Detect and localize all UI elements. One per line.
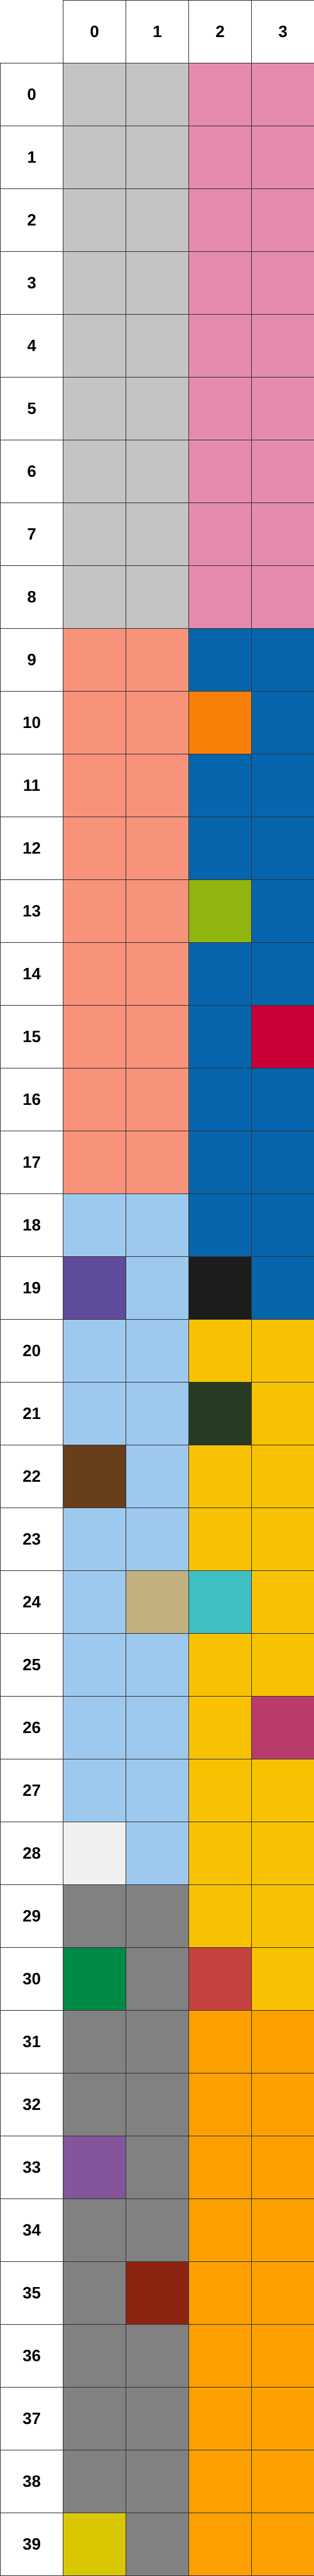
grid-cell: [126, 1006, 189, 1068]
grid-row: [1, 2136, 314, 2199]
grid-cell: [252, 2262, 314, 2325]
grid-cell: [63, 1697, 126, 1759]
grid-cell: [63, 754, 126, 817]
grid-cell: [63, 2513, 126, 2576]
row-header: 20: [1, 1320, 63, 1383]
grid-cell: [189, 692, 252, 754]
grid-cell: [189, 1445, 252, 1508]
grid-cell: [252, 315, 314, 378]
grid-cell: [189, 1320, 252, 1383]
grid-cell: [189, 126, 252, 189]
grid-cell: [63, 1131, 126, 1194]
grid-row: [1, 1320, 314, 1383]
grid-cell: [63, 566, 126, 629]
grid-cell: [126, 1194, 189, 1257]
grid-cell: [252, 566, 314, 629]
grid-cell: [63, 880, 126, 943]
grid-row: [1, 1006, 314, 1068]
grid-row: [1, 2325, 314, 2388]
grid-cell: [63, 63, 126, 126]
row-header: 1: [1, 126, 63, 189]
grid-cell: [189, 2136, 252, 2199]
grid-row: [1, 1508, 314, 1571]
grid-row: [1, 1759, 314, 1822]
grid-cell: [252, 2073, 314, 2136]
grid-row: [1, 2199, 314, 2262]
grid-cell: [252, 1571, 314, 1634]
grid-cell: [252, 1194, 314, 1257]
grid-cell: [252, 126, 314, 189]
row-header: 37: [1, 2388, 63, 2450]
grid-cell: [126, 817, 189, 880]
grid-cell: [126, 503, 189, 566]
grid-cell: [126, 2325, 189, 2388]
grid-cell: [63, 2325, 126, 2388]
grid-cell: [252, 1257, 314, 1320]
grid-cell: [252, 1383, 314, 1445]
grid-row: [1, 1822, 314, 1885]
grid-cell: [189, 2325, 252, 2388]
row-header: 13: [1, 880, 63, 943]
grid-row: [1, 2450, 314, 2513]
row-header: 22: [1, 1445, 63, 1508]
grid-cell: [126, 1257, 189, 1320]
grid-cell: [252, 2136, 314, 2199]
grid-row: [1, 1131, 314, 1194]
grid-cell: [63, 2450, 126, 2513]
grid-cell: [126, 1571, 189, 1634]
grid-cell: [126, 126, 189, 189]
grid-cell: [63, 1822, 126, 1885]
grid-row: [1, 2513, 314, 2576]
row-header: 7: [1, 503, 63, 566]
grid-cell: [189, 378, 252, 440]
grid-cell: [252, 1508, 314, 1571]
grid-cell: [252, 1948, 314, 2011]
row-header: 39: [1, 2513, 63, 2576]
grid-cell: [126, 2011, 189, 2073]
grid-cell: [63, 440, 126, 503]
grid-cell: [189, 2073, 252, 2136]
row-header: 15: [1, 1006, 63, 1068]
grid-cell: [252, 2199, 314, 2262]
row-header: 32: [1, 2073, 63, 2136]
grid-cell: [189, 943, 252, 1006]
grid-cell: [189, 1885, 252, 1948]
grid-cell: [126, 2073, 189, 2136]
row-header: 5: [1, 378, 63, 440]
grid-cell: [63, 692, 126, 754]
grid-cell: [252, 1885, 314, 1948]
grid-cell: [252, 1634, 314, 1697]
row-header: 8: [1, 566, 63, 629]
grid-cell: [126, 315, 189, 378]
grid-cell: [63, 1006, 126, 1068]
grid-cell: [189, 566, 252, 629]
grid-cell: [63, 1948, 126, 2011]
grid-cell: [189, 754, 252, 817]
grid-row: [1, 315, 314, 378]
grid-cell: [189, 2450, 252, 2513]
grid-cell: [126, 880, 189, 943]
grid-cell: [189, 1006, 252, 1068]
grid-cell: [252, 880, 314, 943]
grid-row: [1, 503, 314, 566]
grid-cell: [189, 1257, 252, 1320]
grid-row: [1, 1697, 314, 1759]
grid-cell: [126, 1885, 189, 1948]
grid-cell: [252, 2011, 314, 2073]
grid-row: [1, 2011, 314, 2073]
grid-cell: [63, 1759, 126, 1822]
grid-cell: [63, 315, 126, 378]
grid-cell: [126, 378, 189, 440]
grid-cell: [126, 2450, 189, 2513]
grid-cell: [189, 817, 252, 880]
grid-cell: [189, 2011, 252, 2073]
grid-row: [1, 1194, 314, 1257]
grid-row: [1, 1571, 314, 1634]
grid-cell: [252, 1006, 314, 1068]
row-header: 26: [1, 1697, 63, 1759]
row-header: 21: [1, 1383, 63, 1445]
grid-cell: [126, 2262, 189, 2325]
row-header: 28: [1, 1822, 63, 1885]
grid-cell: [252, 440, 314, 503]
row-header: 11: [1, 754, 63, 817]
row-header: 0: [1, 63, 63, 126]
grid-cell: [63, 126, 126, 189]
grid-cell: [252, 692, 314, 754]
grid-row: [1, 1068, 314, 1131]
grid-row: [1, 440, 314, 503]
grid-cell: [252, 2325, 314, 2388]
grid-cell: [63, 2262, 126, 2325]
row-header: 3: [1, 252, 63, 315]
grid-cell: [63, 1634, 126, 1697]
grid-cell: [252, 943, 314, 1006]
grid-cell: [126, 943, 189, 1006]
row-header: 6: [1, 440, 63, 503]
grid-cell: [63, 1571, 126, 1634]
grid-cell: [126, 440, 189, 503]
grid-cell: [252, 629, 314, 692]
grid-row: [1, 378, 314, 440]
grid-row: [1, 1948, 314, 2011]
grid-cell: [126, 1131, 189, 1194]
grid-cell: [189, 1697, 252, 1759]
grid-cell: [252, 2450, 314, 2513]
grid-body: [1, 63, 314, 2576]
row-header: 18: [1, 1194, 63, 1257]
grid-cell: [63, 2011, 126, 2073]
row-header: 23: [1, 1508, 63, 1571]
grid-row: [1, 1445, 314, 1508]
row-header: 38: [1, 2450, 63, 2513]
grid-cell: [126, 1759, 189, 1822]
grid-cell: [189, 1759, 252, 1822]
grid-cell: [126, 1508, 189, 1571]
grid-cell: [252, 754, 314, 817]
row-header: 33: [1, 2136, 63, 2199]
row-header: 30: [1, 1948, 63, 2011]
row-header: 19: [1, 1257, 63, 1320]
row-header: 35: [1, 2262, 63, 2325]
row-header: 31: [1, 2011, 63, 2073]
grid-row: [1, 817, 314, 880]
row-header: 12: [1, 817, 63, 880]
grid-cell: [63, 1445, 126, 1508]
grid-cell: [189, 2262, 252, 2325]
grid-cell: [63, 1885, 126, 1948]
grid-row: [1, 880, 314, 943]
grid-cell: [189, 63, 252, 126]
grid-row: [1, 1634, 314, 1697]
grid-row: [1, 943, 314, 1006]
grid-cell: [63, 1320, 126, 1383]
row-header: 2: [1, 189, 63, 252]
grid-cell: [63, 2199, 126, 2262]
grid-row: [1, 1383, 314, 1445]
column-header: 1: [126, 1, 189, 63]
corner-cell: [1, 1, 63, 63]
grid-cell: [126, 1068, 189, 1131]
row-header: 34: [1, 2199, 63, 2262]
grid-cell: [189, 1571, 252, 1634]
row-header: 24: [1, 1571, 63, 1634]
grid-cell: [126, 1320, 189, 1383]
grid-cell: [63, 1383, 126, 1445]
grid-cell: [126, 63, 189, 126]
grid-cell: [252, 252, 314, 315]
grid-cell: [126, 2388, 189, 2450]
grid-cell: [189, 1068, 252, 1131]
row-header: 16: [1, 1068, 63, 1131]
grid-cell: [126, 1634, 189, 1697]
grid-cell: [252, 1759, 314, 1822]
grid-cell: [189, 1822, 252, 1885]
grid-cell: [126, 252, 189, 315]
grid-cell: [189, 1634, 252, 1697]
grid-cell: [126, 1697, 189, 1759]
row-header: 14: [1, 943, 63, 1006]
column-header-row: [1, 1, 314, 63]
grid-cell: [63, 378, 126, 440]
grid-row: [1, 252, 314, 315]
grid-cell: [189, 252, 252, 315]
column-header: 2: [189, 1, 252, 63]
grid-cell: [63, 503, 126, 566]
row-header: 10: [1, 692, 63, 754]
grid-cell: [126, 1383, 189, 1445]
grid-cell: [252, 1131, 314, 1194]
grid-cell: [252, 63, 314, 126]
column-header: 0: [63, 1, 126, 63]
grid-cell: [126, 754, 189, 817]
grid-row: [1, 629, 314, 692]
grid-cell: [126, 1445, 189, 1508]
grid-cell: [252, 1697, 314, 1759]
grid-cell: [252, 503, 314, 566]
grid-cell: [252, 1445, 314, 1508]
grid-cell: [189, 1948, 252, 2011]
grid-cell: [189, 2513, 252, 2576]
grid-cell: [252, 2388, 314, 2450]
grid-cell: [63, 189, 126, 252]
grid-row: [1, 1257, 314, 1320]
grid-row: [1, 2262, 314, 2325]
grid-cell: [126, 692, 189, 754]
grid-cell: [252, 378, 314, 440]
grid-cell: [63, 1508, 126, 1571]
grid-cell: [126, 2513, 189, 2576]
grid-cell: [189, 189, 252, 252]
grid-cell: [63, 252, 126, 315]
row-header: 17: [1, 1131, 63, 1194]
grid-cell: [63, 2136, 126, 2199]
grid-cell: [189, 1383, 252, 1445]
grid-cell: [63, 1257, 126, 1320]
row-header: 25: [1, 1634, 63, 1697]
grid-cell: [252, 817, 314, 880]
column-header: 3: [252, 1, 314, 63]
grid-row: [1, 189, 314, 252]
grid-cell: [126, 629, 189, 692]
grid-row: [1, 2388, 314, 2450]
grid-cell: [189, 503, 252, 566]
grid-row: [1, 692, 314, 754]
grid-row: [1, 2073, 314, 2136]
grid-cell: [126, 1948, 189, 2011]
grid-cell: [126, 189, 189, 252]
grid-cell: [189, 440, 252, 503]
grid-cell: [63, 817, 126, 880]
row-header: 29: [1, 1885, 63, 1948]
row-header: 4: [1, 315, 63, 378]
grid-row: [1, 566, 314, 629]
grid-row: [1, 126, 314, 189]
grid-cell: [126, 2136, 189, 2199]
grid-row: [1, 1885, 314, 1948]
grid-cell: [252, 1822, 314, 1885]
grid-cell: [63, 943, 126, 1006]
grid-cell: [63, 1194, 126, 1257]
grid-cell: [189, 880, 252, 943]
grid-row: [1, 63, 314, 126]
grid-cell: [252, 1068, 314, 1131]
grid-cell: [189, 1131, 252, 1194]
grid-cell: [63, 2388, 126, 2450]
row-header: 9: [1, 629, 63, 692]
grid-cell: [63, 629, 126, 692]
grid-cell: [189, 1508, 252, 1571]
row-header: 27: [1, 1759, 63, 1822]
grid-cell: [189, 629, 252, 692]
grid-cell: [126, 2199, 189, 2262]
grid-cell: [189, 315, 252, 378]
grid-cell: [126, 1822, 189, 1885]
grid-cell: [63, 1068, 126, 1131]
grid-row: [1, 754, 314, 817]
grid-cell: [189, 2388, 252, 2450]
grid-cell: [252, 2513, 314, 2576]
grid-cell: [189, 2199, 252, 2262]
grid-cell: [63, 2073, 126, 2136]
row-header: 36: [1, 2325, 63, 2388]
grid-cell: [252, 189, 314, 252]
grid-cell: [189, 1194, 252, 1257]
grid-cell: [126, 566, 189, 629]
grid-cell: [252, 1320, 314, 1383]
